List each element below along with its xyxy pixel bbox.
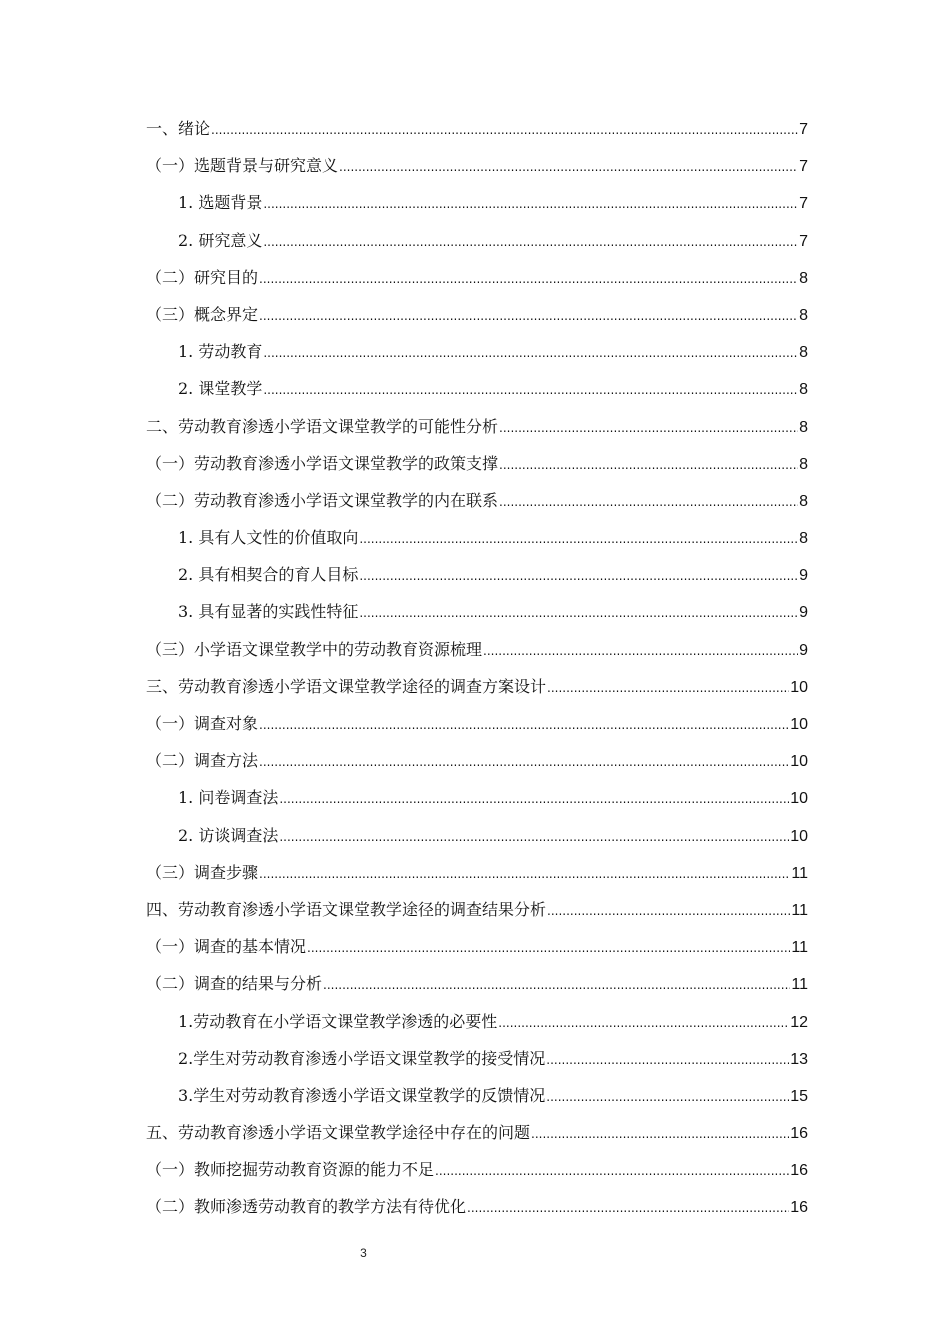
toc-leader-dots (263, 372, 798, 409)
toc-entry-page: 8 (799, 418, 808, 436)
toc-leader-dots (307, 930, 790, 967)
toc-entry-title: （二）劳动教育渗透小学语文课堂教学的内在联系 (146, 490, 499, 510)
toc-entry-page: 8 (799, 344, 808, 362)
toc-entry-page: 7 (799, 121, 808, 138)
toc-entry-title: （二）调查的结果与分析 (146, 974, 323, 994)
toc-entry-title: （一）劳动教育渗透小学语文课堂教学的政策支撑 (146, 453, 499, 473)
toc-leader-dots (499, 447, 798, 484)
toc-entry[interactable] (146, 110, 808, 147)
toc-entry[interactable] (146, 1114, 808, 1151)
toc-leader-dots (359, 521, 798, 558)
toc-entry-title: 1. 问卷调查法 (178, 788, 279, 808)
toc-entry-title: 一、绪论 (146, 119, 211, 138)
toc-leader-dots (547, 893, 790, 930)
toc-entry[interactable] (146, 965, 808, 1002)
toc-entry-title: （三）调查步骤 (146, 862, 259, 882)
toc-entry-title: （一）教师挖掘劳动教育资源的能力不足 (146, 1160, 435, 1180)
toc-entry-page: 9 (799, 567, 808, 585)
toc-entry-title: 2.学生对劳动教育渗透小学语文课堂教学的接受情况 (178, 1048, 546, 1068)
toc-entry[interactable] (146, 742, 808, 779)
toc-entry-page: 7 (799, 232, 808, 250)
toc-entry-title: 1. 劳动教育 (178, 342, 263, 362)
toc-entry-title: （二）调查方法 (146, 751, 259, 771)
toc-entry-title: 1.劳动教育在小学语文课堂教学渗透的必要性 (178, 1011, 498, 1031)
toc-entry-title: （一）选题背景与研究意义 (146, 156, 339, 176)
toc-entry[interactable] (146, 445, 808, 482)
toc-leader-dots (259, 856, 790, 893)
toc-leader-dots (359, 595, 798, 632)
toc-entry-page: 16 (790, 1162, 808, 1180)
toc-leader-dots (263, 335, 798, 372)
toc-entry[interactable] (146, 1040, 808, 1077)
toc-leader-dots (263, 224, 798, 261)
toc-leader-dots (259, 744, 789, 781)
toc-entry-page: 8 (799, 381, 808, 399)
toc-entry[interactable] (146, 184, 808, 221)
toc-entry[interactable] (146, 408, 808, 445)
toc-entry-page: 8 (799, 269, 808, 287)
toc-leader-dots (531, 1116, 789, 1153)
toc-leader-dots (435, 1153, 789, 1190)
toc-leader-dots (359, 558, 798, 595)
toc-entry-title: 四、劳动教育渗透小学语文课堂教学途径的调查结果分析 (146, 899, 547, 919)
toc-leader-dots (323, 967, 790, 1004)
toc-entry-title: 1. 具有人文性的价值取向 (178, 528, 359, 548)
toc-entry-title: 2. 访谈调查法 (178, 825, 279, 845)
toc-entry-title: 二、劳动教育渗透小学语文课堂教学的可能性分析 (146, 416, 499, 436)
toc-entry-page: 16 (790, 1199, 808, 1217)
toc-entry-title: 2. 课堂教学 (178, 379, 263, 399)
toc-entry[interactable] (146, 854, 808, 891)
toc-entry-page: 11 (791, 864, 808, 882)
toc-entry-page: 12 (790, 1013, 808, 1031)
toc-entry-title: 2. 研究意义 (178, 230, 263, 250)
toc-entry-page: 10 (790, 678, 808, 696)
toc-entry-title: （三）小学语文课堂教学中的劳动教育资源梳理 (146, 639, 483, 659)
toc-entry-title: 3. 具有显著的实践性特征 (178, 602, 359, 622)
toc-entry-page: 15 (790, 1087, 808, 1105)
toc-entry[interactable] (146, 482, 808, 519)
toc-entry-title: 五、劳动教育渗透小学语文课堂教学途径中存在的问题 (146, 1123, 531, 1143)
toc-entry[interactable] (146, 556, 808, 593)
toc-leader-dots (259, 707, 789, 744)
toc-leader-dots (259, 298, 798, 335)
toc-entry[interactable] (146, 1188, 808, 1225)
toc-entry[interactable] (146, 296, 808, 333)
toc-entry[interactable] (146, 147, 808, 184)
toc-entry[interactable] (146, 333, 808, 370)
toc-entry-title: 2. 具有相契合的育人目标 (178, 565, 359, 585)
toc-entry[interactable] (146, 779, 808, 816)
toc-entry[interactable] (146, 1077, 808, 1114)
toc-entry-title: （二）研究目的 (146, 267, 259, 287)
toc-entry-title: （二）教师渗透劳动教育的教学方法有待优化 (146, 1197, 467, 1217)
toc-entry-title: （三）概念界定 (146, 304, 259, 324)
toc-leader-dots (279, 819, 789, 856)
toc-entry-title: （一）调查对象 (146, 714, 259, 733)
toc-leader-dots (279, 781, 789, 818)
toc-leader-dots (483, 633, 798, 670)
toc-entry[interactable] (146, 928, 808, 965)
toc-entry-page: 11 (791, 976, 808, 994)
toc-entry-title: （一）调查的基本情况 (146, 937, 307, 957)
toc-entry[interactable] (146, 519, 808, 556)
toc-leader-dots (339, 149, 798, 186)
toc-entry-page: 9 (799, 641, 808, 659)
toc-entry-page: 7 (799, 195, 808, 213)
toc-entry[interactable] (146, 1003, 808, 1040)
page-number: 3 (360, 1246, 367, 1260)
toc-entry-page: 8 (799, 455, 808, 473)
toc-entry-page: 8 (799, 530, 808, 548)
toc-entry-page: 10 (790, 827, 808, 845)
toc-leader-dots (259, 261, 798, 298)
toc-entry[interactable] (146, 259, 808, 296)
toc-leader-dots (499, 484, 798, 521)
toc-leader-dots (467, 1190, 789, 1227)
toc-entry-page: 11 (791, 901, 808, 919)
toc-entry-title: 3.学生对劳动教育渗透小学语文课堂教学的反馈情况 (178, 1085, 546, 1105)
toc-entry-page: 10 (790, 753, 808, 771)
toc-entry[interactable] (146, 817, 808, 854)
toc-leader-dots (546, 1042, 789, 1079)
toc-entry[interactable] (146, 668, 808, 705)
toc-entry-page: 8 (799, 492, 808, 510)
toc-entry-page: 11 (791, 939, 808, 957)
toc-entry[interactable] (146, 631, 808, 668)
toc-leader-dots (499, 410, 798, 447)
toc-entry-page: 8 (799, 306, 808, 324)
toc-entry[interactable] (146, 222, 808, 259)
toc-entry[interactable] (146, 1151, 808, 1188)
toc-leader-dots (263, 186, 798, 223)
toc-leader-dots (546, 1079, 789, 1116)
toc-entry-title: 1. 选题背景 (178, 193, 263, 213)
toc-leader-dots (547, 670, 789, 707)
toc-leader-dots (211, 112, 798, 149)
toc-entry[interactable] (146, 891, 808, 928)
toc-entry[interactable] (146, 593, 808, 630)
toc-entry-page: 10 (790, 716, 808, 733)
toc-entry-page: 9 (799, 604, 808, 622)
toc-entry[interactable] (146, 705, 808, 742)
toc-entry-page: 13 (790, 1050, 808, 1068)
toc-entry-page: 16 (790, 1125, 808, 1143)
toc-leader-dots (498, 1005, 789, 1042)
toc-entry-page: 10 (790, 790, 808, 808)
table-of-contents (146, 110, 808, 1226)
toc-entry-page: 7 (799, 158, 808, 176)
toc-entry-title: 三、劳动教育渗透小学语文课堂教学途径的调查方案设计 (146, 676, 547, 696)
toc-entry[interactable] (146, 370, 808, 407)
